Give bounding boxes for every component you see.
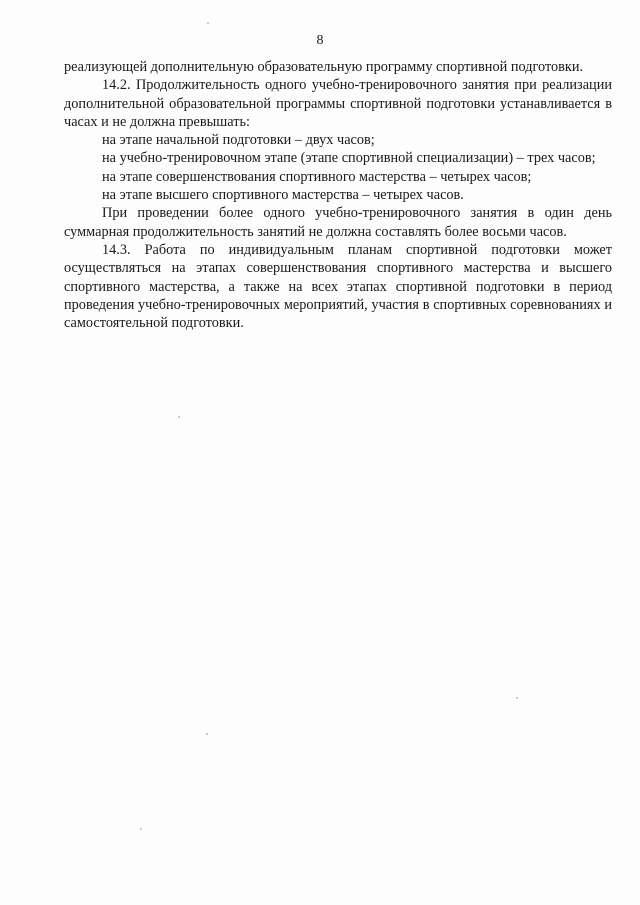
list-item-higher-stage: на этапе высшего спортивного мастерства – четырех часов. xyxy=(102,187,464,204)
list-item-improvement-stage: на этапе совершенствования спортивного мастерства – четырех часов; xyxy=(102,168,532,185)
page-number: 8 xyxy=(316,33,324,48)
list-item-initial-stage: на этапе начальной подготовки – двух часов; xyxy=(102,132,375,149)
scan-speck xyxy=(140,828,142,830)
paragraph-14-3: 14.3. Работа по индивидуальным планам спортивной подготовки может осуществляться на этапах совершенствования спортивного мастерства и высшего спортивного мастерства, а также на всех этапах спортивной подготовки в период проведения учебно-тренировочных мероприятий, участия в спортивных соревнованиях и самостоятельной подготовки. xyxy=(64,241,612,332)
scan-speck xyxy=(178,416,180,418)
paragraph-multiple-sessions: При проведении более одного учебно-тренировочного занятия в один день суммарная продолжительность занятий не должна составлять более восьми часов. xyxy=(64,205,612,240)
paragraph-continuation: реализующей дополнительную образовательную программу спортивной подготовки. xyxy=(64,59,584,75)
document-body xyxy=(64,58,612,332)
scan-speck xyxy=(207,22,209,24)
paragraph-14-2: 14.2. Продолжительность одного учебно-тренировочного занятия при реализации дополнительной образовательной программы спортивной подготовки устанавливается в часах и не должна превышать: xyxy=(64,77,612,130)
scan-speck xyxy=(516,697,518,699)
list-item-training-stage: на учебно-тренировочном этапе (этапе спортивной специализации) – трех часов; xyxy=(102,150,596,167)
scan-speck xyxy=(206,733,208,735)
